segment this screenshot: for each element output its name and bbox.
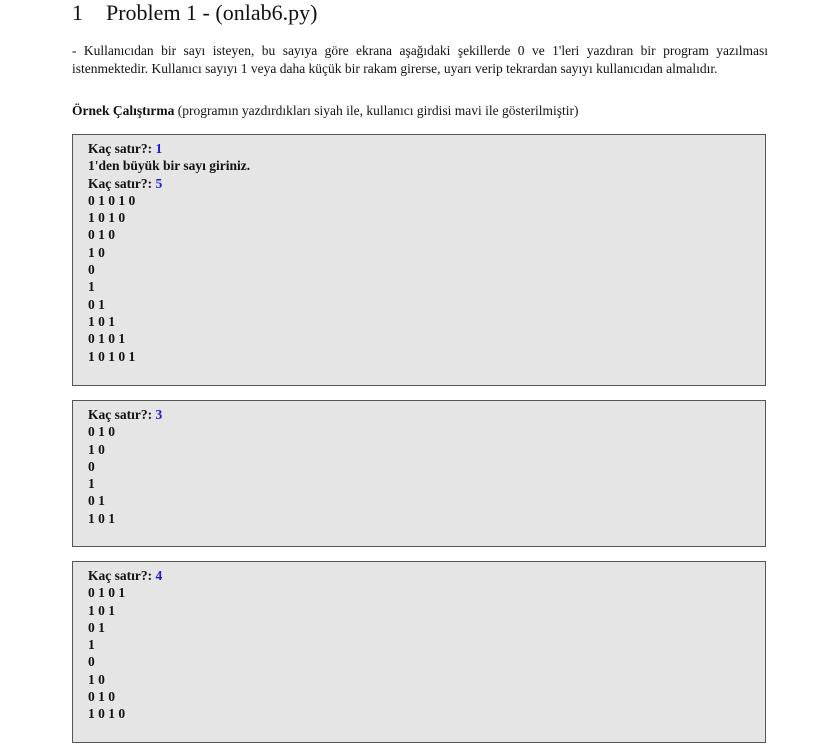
output-line <box>88 602 750 619</box>
section-number: 1 <box>72 0 83 25</box>
program-output: 0 <box>88 654 95 670</box>
program-output: Kaç satır?: <box>88 407 156 422</box>
sample-run-box <box>72 134 766 386</box>
program-output: Kaç satır?: <box>88 568 156 583</box>
output-line <box>88 330 750 347</box>
program-output: 1 0 1 0 <box>88 706 126 722</box>
output-line <box>88 140 750 157</box>
program-output: 0 1 0 1 <box>88 331 126 347</box>
program-output: 1 0 <box>88 244 105 260</box>
program-output: 0 1 0 <box>88 227 115 243</box>
program-output: Kaç satır?: <box>88 141 156 156</box>
output-line <box>88 475 750 492</box>
output-line <box>88 157 750 174</box>
program-output: 1 0 1 <box>88 510 115 526</box>
program-output: 0 1 <box>88 296 105 312</box>
program-output: 1 <box>88 476 95 492</box>
program-output: 0 1 0 <box>88 689 115 705</box>
program-output: Kaç satır?: <box>88 175 156 191</box>
program-output: 1 0 1 0 1 <box>88 348 136 364</box>
output-line <box>88 441 750 458</box>
user-input: 3 <box>155 407 163 422</box>
program-output: 1 0 1 0 <box>88 210 126 226</box>
output-line <box>88 175 750 192</box>
output-line <box>88 653 750 670</box>
output-line <box>88 636 750 653</box>
example-note: (programın yazdırdıkları siyah ile, kullanıcı girdisi mavi ile gösterilmiştir) <box>177 103 579 118</box>
program-output: 0 1 0 1 0 <box>88 192 136 208</box>
output-line <box>88 584 750 601</box>
program-output: 0 <box>88 262 95 278</box>
output-line <box>88 510 750 527</box>
program-output: 1 <box>88 637 95 653</box>
program-output: 1'den büyük bir sayı giriniz. <box>88 158 251 174</box>
user-input: 5 <box>155 175 163 191</box>
user-input: 4 <box>155 568 163 583</box>
output-line <box>88 261 750 278</box>
output-line <box>88 209 750 226</box>
output-line <box>88 192 750 209</box>
output-line <box>88 619 750 636</box>
program-output: 1 0 1 <box>88 313 115 329</box>
program-output: 0 1 <box>88 619 105 635</box>
section-heading <box>72 0 317 26</box>
sample-run-box <box>72 400 766 547</box>
program-output: 0 <box>88 458 95 474</box>
output-line <box>88 688 750 705</box>
program-output: 1 <box>88 279 95 295</box>
example-caption <box>72 103 579 119</box>
output-line <box>88 406 750 423</box>
user-input: 1 <box>155 141 163 156</box>
program-output: 0 1 <box>88 493 105 509</box>
output-line <box>88 458 750 475</box>
program-output: 1 0 <box>88 671 105 687</box>
output-line <box>88 278 750 295</box>
output-line <box>88 423 750 440</box>
output-line <box>88 567 750 584</box>
output-line <box>88 313 750 330</box>
problem-description: - Kullanıcıdan bir sayı isteyen, bu sayıya göre ekrana aşağıdaki şekillerde 0 ve 1'leri yazdıran bir program yazılması istenmektedir. Kullanıcı sayıyı 1 veya daha küçük bir rakam girerse, uyarı verip tekrardan sayıyı kullanıcıdan almalıdır. <box>72 43 768 76</box>
output-line <box>88 226 750 243</box>
program-output: 0 1 0 1 <box>88 585 126 601</box>
sample-run-box <box>72 561 766 743</box>
output-line <box>88 492 750 509</box>
output-line <box>88 671 750 688</box>
section-title: Problem 1 - (onlab6.py) <box>106 0 318 25</box>
output-line <box>88 244 750 261</box>
program-output: 0 1 0 <box>88 424 115 440</box>
program-output: 1 0 <box>88 441 105 457</box>
example-label: Örnek Çalıştırma <box>72 103 175 118</box>
output-line <box>88 705 750 722</box>
output-line <box>88 348 750 365</box>
program-output: 1 0 1 <box>88 602 115 618</box>
output-line <box>88 296 750 313</box>
